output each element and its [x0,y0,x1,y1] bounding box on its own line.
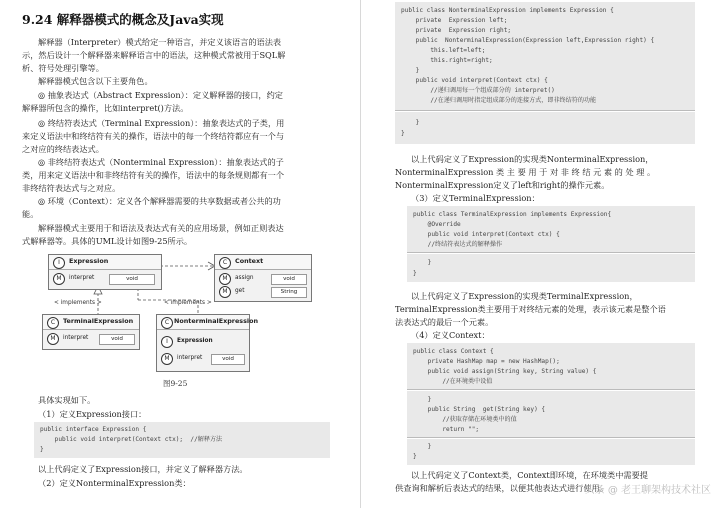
paragraph: 具体实现如下。 [38,395,96,405]
paragraph: ◎ 环境（Context）：定义各个解释器需要的共享数据或者公共的功 能。 [22,196,281,219]
paragraph: 以上代码定义了Expression接口，并定义了解释器方法。 [38,464,248,474]
code-block: } } [407,439,695,465]
uml-class-name: NonterminalExpression [174,317,259,325]
paragraph: 解释器模式包含以下主要角色。 [38,76,153,86]
uml-nonterminal-class [156,314,259,372]
class-icon: C [161,317,173,329]
uml-return-type: void [271,274,307,285]
paragraph: 解释器模式主要用于和语法及表达式有关的应用场景，例如正则表达 式解释器等。具体的UML设计如图9-25所示。 [22,223,284,246]
uml-expression-interface [48,254,162,290]
paragraph: 以上代码定义了Expression的实现类NonterminalExpression， NonterminalExpression 类 主 要 用 于 对 非 终 结 元 素 的 处 理 。 NonterminalExpression定义了left和right的操作元素。 [395,154,656,190]
uml-terminal-class [42,314,140,350]
code-block: public interface Expression { public void interpret(Context ctx); //解释方法 } [34,422,330,458]
figure-caption: 图9-25 [163,379,188,388]
code-block: } } [407,254,695,282]
method-icon: M [219,286,231,298]
uml-return-type: void [99,334,135,345]
step-heading: （1）定义Expression接口： [38,409,147,419]
step-heading: （3）定义TerminalExpression： [411,193,540,203]
code-block: } } [395,112,695,144]
class-icon: C [219,257,231,269]
paragraph: ◎ 非终结符表达式（Nonterminal Expression）：抽象表达式的子 类，用来定义语法中和非终结符有关的操作，语法中的每条规则都有一个 非终结符表达式与之对应。 [22,157,285,193]
uml-class-name: Expression [69,257,109,265]
uml-context-class [214,254,312,302]
paragraph: ◎ 抽象表达式（Abstract Expression）：定义解释器的接口，约定 解释器所包含的操作，比如interpret()方法。 [22,90,283,113]
step-heading: （2）定义NonterminalExpression类： [38,478,191,488]
paragraph: 解释器（Interpreter）模式给定一种语言，并定义该语言的语法表 示，然后设计一个解释器来解释语言中的语法，这种模式常被用于SQL解 析、符号处理引擎等。 [22,37,286,73]
uml-method-name: interpret [177,355,203,361]
paragraph: 以上代码定义了Expression的实现类TerminalExpression， TerminalExpression类主要用于对终结元素的处理，表示该元素是整个语 法表达式的最后一个元素。 [395,291,666,327]
paragraph: ◎ 终结符表达式（Terminal Expression）：抽象表达式的子类，用 来定义语法中和终结符有关的操作，语法中的每一个终结符都应有一个与 之对应的终结表达式。 [22,118,285,154]
uml-class-name: TerminalExpression [63,317,134,325]
code-block: public class NonterminalExpression implements Expression { private Expression left; private Expression right; public NonterminalExpression(Expression left,Expression right) { this.left=left; this.right=right; } public void interpret(Context ctx) { //递归调用每一个组成部分的 interpret() //在递归调用时指定组成部分的连接方式，即非终结符的功能 [395,2,695,111]
implements-label: < implements > [54,300,102,306]
code-block: } public String get(String key) { //获取存储在环境类中的值 return ""; [407,391,695,438]
uml-method-name: assign [235,275,254,281]
method-icon: M [219,273,231,285]
implements-label: < implements > [164,300,212,306]
interface-icon: I [53,257,65,269]
uml-diagram [38,248,320,372]
code-block: public class Context { private HashMap map = new HashMap(); public void assign(String key, String value) { //在环境类中设值 [407,343,695,390]
method-icon: M [161,353,173,365]
uml-return-type: void [211,354,245,365]
method-icon: M [47,333,59,345]
section-title: 9.24 解释器模式的概念及Java实现 [22,12,224,27]
watermark: 头条 @ 老王聊架构技术社区 [584,485,711,496]
uml-method-name: interpret [63,335,89,341]
paragraph: 以上代码定义了Context类，Context即环境，在环境类中需要提 供查询和解析后表达式的结果，以便其他表达式进行使用。 [395,470,648,493]
class-icon: C [47,317,59,329]
interface-icon: I [161,336,173,348]
uml-class-name: Context [235,257,264,265]
uml-return-type: void [109,274,155,285]
uml-return-type: String [271,287,307,298]
code-block: public class TerminalExpression implements Expression{ @Override public void interpret(Context ctx) { //终结符表达式的解释操作 [407,206,695,253]
uml-field-name: Expression [177,338,213,344]
uml-method-name: get [235,288,245,294]
right-page [360,0,720,508]
step-heading: （4）定义Context： [411,330,490,340]
method-icon: M [53,273,65,285]
uml-method-name: interpret [69,275,95,281]
